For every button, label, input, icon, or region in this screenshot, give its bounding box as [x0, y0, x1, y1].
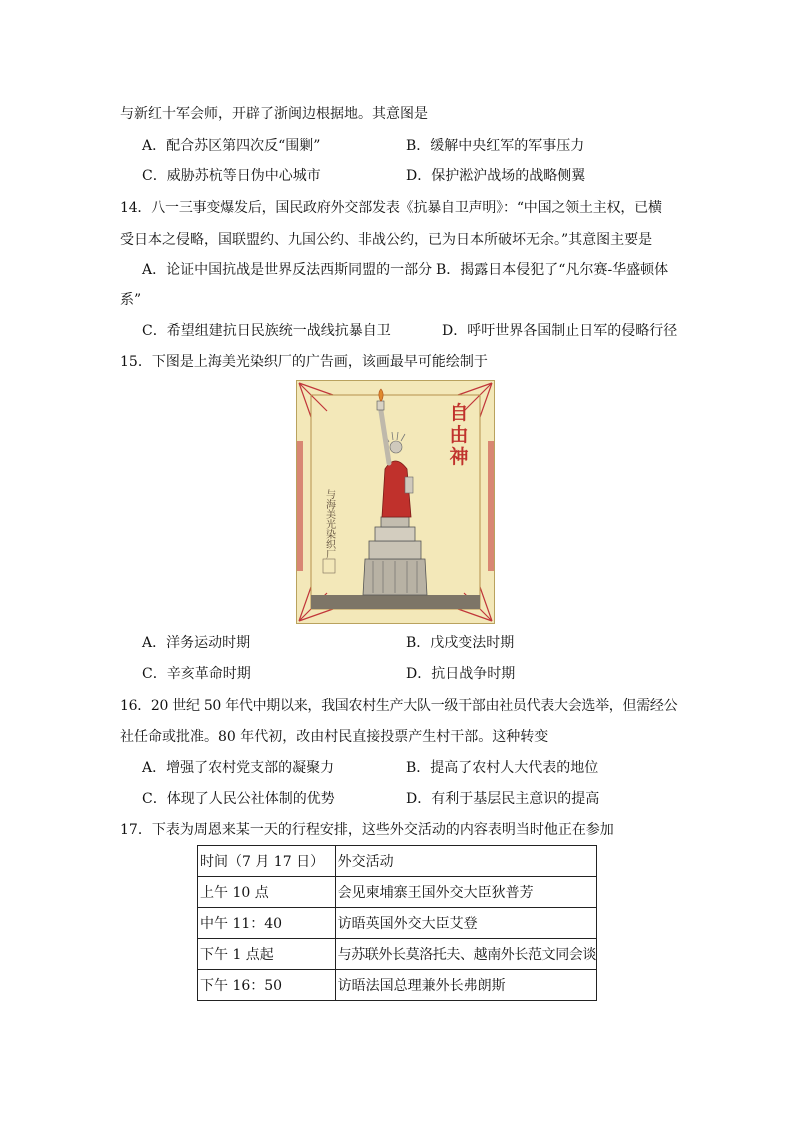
poster-title-char-1: 自: [449, 402, 469, 424]
q14-stem-line1: 14．八一三事变爆发后，国民政府外交部发表《抗暴自卫声明》：“中国之领土主权，已横: [120, 200, 662, 216]
q13-stem-tail: 与新红十军会师，开辟了浙闽边根据地。其意图是: [120, 106, 428, 122]
itinerary-table: [197, 845, 597, 1001]
table-cell-time: 中午 11：40: [198, 908, 336, 939]
table-row: [198, 908, 597, 939]
q15-option-c: C．辛亥革命时期: [142, 666, 251, 682]
poster-illustration: [297, 381, 494, 623]
table-cell-activity: 访晤英国外交大臣艾登: [335, 908, 596, 939]
table-cell-activity: 会见柬埔寨王国外交大臣狄普芳: [335, 877, 596, 908]
table-cell-time: 下午 1 点起: [198, 939, 336, 970]
table-cell-time: 上午 10 点: [198, 877, 336, 908]
q16-option-b: B．提高了农村人大代表的地位: [406, 760, 599, 776]
table-row: [198, 877, 597, 908]
table-header-time: 时间（7 月 17 日）: [198, 846, 336, 877]
q14-option-a: A．论证中国抗战是世界反法西斯同盟的一部分: [142, 262, 433, 278]
q14-option-c: C．希望组建抗日民族统一战线抗暴自卫: [142, 323, 391, 339]
q13-option-c: C．威胁苏杭等日伪中心城市: [142, 168, 321, 184]
table-cell-activity: 与苏联外长莫洛托夫、越南外长范文同会谈: [335, 939, 596, 970]
table-cell-activity: 访晤法国总理兼外长弗朗斯: [335, 970, 596, 1001]
q16-stem-line1: 16．20 世纪 50 年代中期以来，我国农村生产大队一级干部由社员代表大会选举，但需经公: [120, 698, 678, 714]
q14-option-b-cont: 系”: [120, 292, 142, 308]
table-header-row: [198, 846, 597, 877]
poster-title-char-2: 由: [449, 424, 469, 446]
table-header-activity: 外交活动: [335, 846, 596, 877]
q17-stem: 17．下表为周恩来某一天的行程安排，这些外交活动的内容表明当时他正在参加: [120, 822, 614, 838]
table-row: [198, 939, 597, 970]
q13-option-d: D．保护淞沪战场的战略侧翼: [406, 168, 586, 184]
q15-option-b: B．戊戌变法时期: [406, 635, 515, 651]
q16-option-d: D．有利于基层民主意识的提高: [406, 791, 600, 807]
q15-option-a: A．洋务运动时期: [142, 635, 251, 651]
q14-stem-line2: 受日本之侵略，国联盟约、九国公约、非战公约，已为日本所破坏无余。”其意图主要是: [120, 232, 653, 248]
statue-of-liberty-poster: [296, 380, 495, 624]
q15-stem: 15．下图是上海美光染织厂的广告画，该画最早可能绘制于: [120, 354, 488, 370]
q13-option-a: A．配合苏区第四次反“围剿”: [142, 138, 321, 154]
q14-option-d: D．呼吁世界各国制止日军的侵略行径: [442, 323, 678, 339]
table-cell-time: 下午 16：50: [198, 970, 336, 1001]
table-row: [198, 970, 597, 1001]
q16-option-a: A．增强了农村党支部的凝聚力: [142, 760, 335, 776]
poster-side-text: 与海美光染织厂: [323, 489, 335, 559]
q15-option-d: D．抗日战争时期: [406, 666, 516, 682]
q16-stem-line2: 社任命或批准。80 年代初，改由村民直接投票产生村干部。这种转变: [120, 729, 549, 745]
poster-title-char-3: 神: [449, 446, 469, 468]
q16-option-c: C．体现了人民公社体制的优势: [142, 791, 335, 807]
q14-option-b: B．揭露日本侵犯了“凡尔赛-华盛顿体: [436, 262, 669, 278]
q13-option-b: B．缓解中央红军的军事压力: [406, 138, 585, 154]
